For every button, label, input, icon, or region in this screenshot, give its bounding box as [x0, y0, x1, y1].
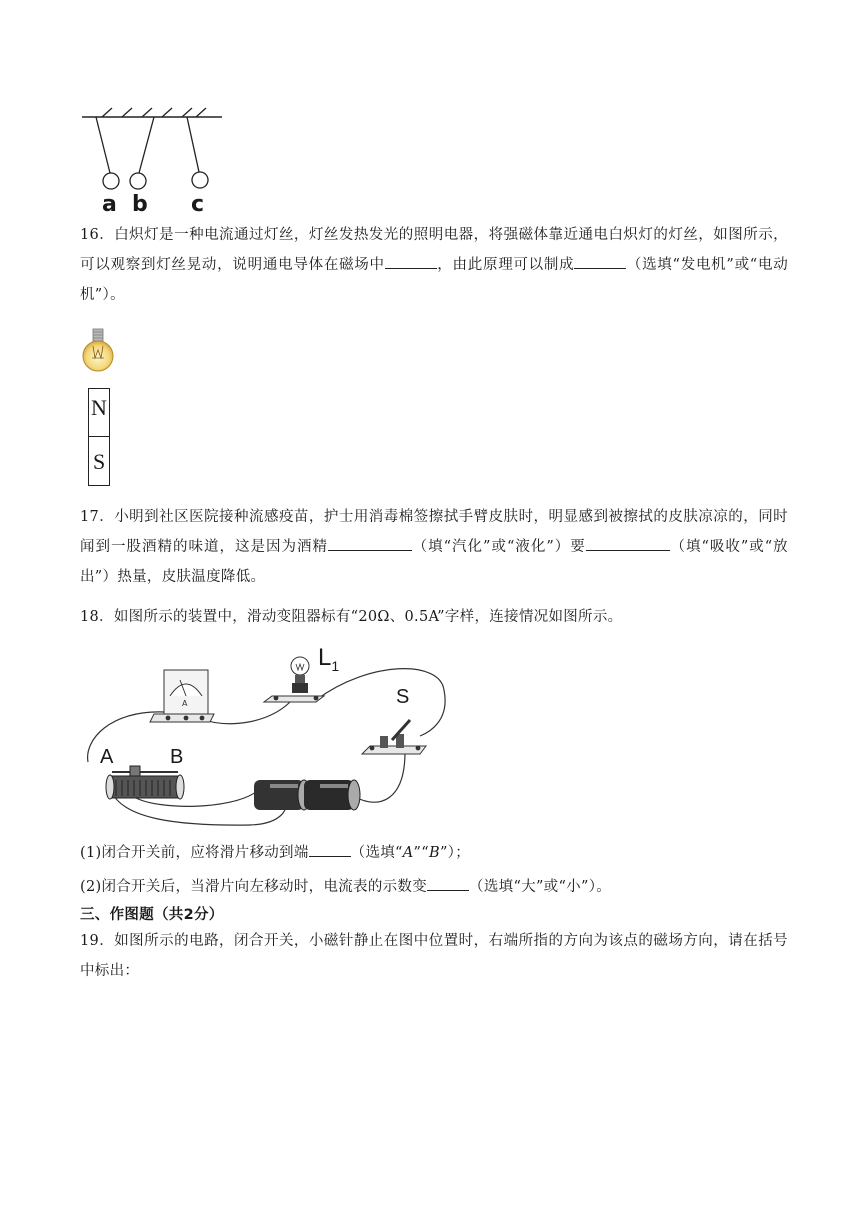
q17-blank-1[interactable]	[328, 536, 412, 551]
terminal-b-label: B	[170, 746, 184, 768]
light-bulb-icon	[80, 326, 120, 386]
magnet-north-label: N	[91, 395, 107, 420]
terminal-a-label: A	[100, 746, 114, 768]
q18-blank-2[interactable]	[427, 876, 469, 891]
switch-label: S	[396, 686, 410, 708]
circuit-figure	[80, 640, 460, 840]
circuit-diagram	[80, 640, 460, 840]
ball-label-c: c	[191, 192, 205, 217]
ball-label-a: a	[102, 192, 117, 217]
q17-text-b: （填“汽化”或“液化”）要	[411, 539, 586, 555]
lamp-label: $L_1$	[318, 644, 340, 674]
bar-magnet	[88, 388, 110, 486]
rheostat-icon	[106, 766, 184, 799]
question-19: 19．如图所示的电路，闭合开关，小磁针静止在图中位置时，右端所指的方向为该点的磁场方向，请在括号中标出：	[80, 933, 788, 979]
magnet-south-label: S	[93, 449, 106, 474]
switch-icon	[362, 720, 426, 754]
magnet-divider	[89, 436, 109, 437]
q16-text-a: 16．白炽灯是一种电流通过灯丝，灯丝发热发光的照明电器，将强磁体靠近通电白炽灯的灯丝，如图所示，可以观察到灯丝晃动，说明通电导体在磁场中	[80, 227, 788, 273]
question-16	[80, 220, 788, 310]
q16-text-c: （选填“发电机”或“电动机”）。	[80, 257, 789, 303]
bulb-magnet-figure	[80, 326, 120, 490]
q17-text-a: 17．小明到社区医院接种流感疫苗，护士用消毒棉签擦拭手臂皮肤时，明显感到被擦拭的皮肤凉凉的，同时闻到一股酒精的味道，这是因为酒精	[80, 509, 788, 555]
lamp-icon	[264, 657, 324, 702]
pendulum-figure	[80, 100, 230, 218]
ammeter-icon	[150, 670, 214, 722]
q18-blank-1[interactable]	[309, 842, 351, 857]
q18-sub-2: (2)闭合开关后，当滑片向左移动时，电流表的示数变 （选填“大”或“小”）。	[80, 876, 611, 898]
q18-sub-1: (1)闭合开关前，应将滑片移动到端 （选填“A”“B”）；	[80, 842, 470, 864]
q16-text-b: ，由此原理可以制成	[436, 257, 575, 273]
battery-icon	[254, 780, 360, 810]
ball-label-b: b	[132, 192, 148, 217]
q17-blank-2[interactable]	[586, 536, 670, 551]
question-17	[80, 502, 788, 592]
question-18: 18．如图所示的装置中，滑动变阻器标有“20Ω、0.5A”字样，连接情况如图所示。	[80, 609, 623, 625]
q16-blank-1[interactable]	[385, 254, 437, 269]
q16-blank-2[interactable]	[574, 254, 626, 269]
section-3-title: 三、作图题（共2分）	[80, 907, 224, 923]
svg-text:A: A	[182, 699, 188, 708]
q17-text-c: （填“吸收”或“放出”）热量，皮肤温度降低。	[80, 539, 788, 585]
